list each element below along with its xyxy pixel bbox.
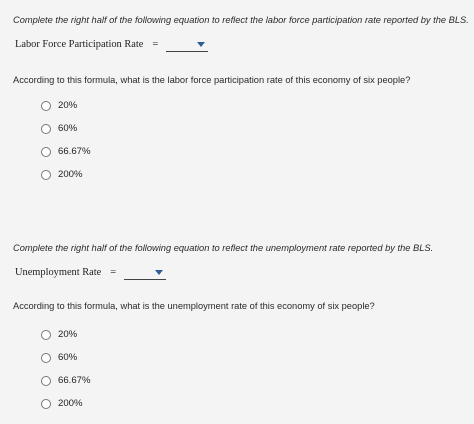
radio-button[interactable]	[41, 330, 51, 340]
q1-equals-sign: =	[152, 39, 159, 50]
q2-option-label: 66.67%	[58, 375, 91, 386]
q2-equals-sign: =	[110, 267, 117, 278]
q2-option-3[interactable]	[41, 375, 91, 386]
q2-option-1[interactable]	[41, 329, 77, 340]
radio-button[interactable]	[41, 353, 51, 363]
radio-button[interactable]	[41, 376, 51, 386]
question-2-section	[0, 228, 474, 424]
q2-equation-label: Unemployment Rate	[15, 267, 102, 278]
q2-question-text: According to this formula, what is the unemployment rate of this economy of six people?	[13, 301, 375, 311]
chevron-down-icon	[197, 42, 205, 47]
q1-option-label: 66.67%	[58, 146, 91, 157]
radio-button[interactable]	[41, 399, 51, 409]
q1-question-text: According to this formula, what is the labor force participation rate of this economy of six people?	[13, 75, 411, 85]
radio-button[interactable]	[41, 147, 51, 157]
chevron-down-icon	[155, 270, 163, 275]
q1-instruction: Complete the right half of the following equation to reflect the labor force participation rate reported by the BLS.	[13, 15, 469, 25]
q2-option-4[interactable]	[41, 398, 83, 409]
radio-button[interactable]	[41, 101, 51, 111]
radio-button[interactable]	[41, 124, 51, 134]
q2-formula-dropdown[interactable]	[124, 267, 166, 280]
q1-option-label: 60%	[58, 123, 78, 134]
q2-instruction: Complete the right half of the following equation to reflect the unemployment rate reported by the BLS.	[13, 243, 434, 253]
q2-option-2[interactable]	[41, 352, 77, 363]
q2-equation	[15, 266, 166, 279]
q1-equation-label: Labor Force Participation Rate	[15, 39, 144, 50]
q1-option-4[interactable]	[41, 169, 83, 180]
q1-option-1[interactable]	[41, 100, 77, 111]
q2-option-label: 20%	[58, 329, 78, 340]
q1-option-label: 200%	[58, 169, 83, 180]
q1-option-label: 20%	[58, 100, 78, 111]
q1-option-2[interactable]	[41, 123, 77, 134]
q1-equation	[15, 38, 208, 51]
q2-option-label: 200%	[58, 398, 83, 409]
q1-formula-dropdown[interactable]	[166, 39, 208, 52]
radio-button[interactable]	[41, 170, 51, 180]
q1-option-3[interactable]	[41, 146, 91, 157]
q2-option-label: 60%	[58, 352, 78, 363]
